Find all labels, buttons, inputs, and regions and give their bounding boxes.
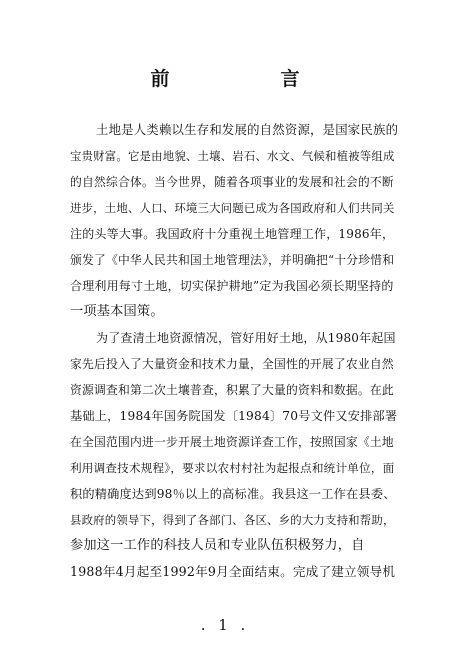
text-line: 进步，土地、人口、环境三大问题已成为各国政府和人们共同关 xyxy=(70,201,395,215)
text-line: 为了查清土地资源情况，管好用好土地，从1980年起国 xyxy=(96,331,396,345)
page-number: . 1 . xyxy=(200,616,250,634)
text-line: 土地是人类赖以生存和发展的自然资源，是国家民族的 xyxy=(96,122,398,137)
text-line: 宝贵财富。它是由地貌、土壤、岩石、水文、气候和植被等组成 xyxy=(70,149,395,163)
text-line: 在全国范围内进一步开展土地资源详查工作，按照国家《土地 xyxy=(70,435,394,449)
text-line: 合理利用每寸土地，切实保护耕地”定为我国必须长期坚持的 xyxy=(70,279,394,293)
text-line: 家先后投入了大量资金和技术力量，全国性的开展了农业自然 xyxy=(70,357,394,371)
paragraph-2 xyxy=(70,325,398,585)
text-line: 县政府的领导下，得到了各部门、各区、乡的大力支持和帮助， xyxy=(70,513,395,527)
text-line: 一项基本国策。 xyxy=(70,304,164,319)
text-line: 1988年4月起至1992年9月全面结束。完成了建立领导机 xyxy=(70,564,396,579)
text-line: 利用调查技术规程》，要求以农村村社为起报点和统计单位，面 xyxy=(70,461,395,475)
text-line: 积的精确度达到98％以上的高标准。我县这一工作在县委、 xyxy=(70,487,396,501)
paragraph-1 xyxy=(70,117,398,325)
text-line: 注的头等大事。我国政府十分重视土地管理工作，1986年， xyxy=(70,227,395,241)
text-line: 的自然综合体。当今世界，随着各项事业的发展和社会的不断 xyxy=(70,175,394,189)
text-line: 基础上，1984年国务院国发〔1984〕70号文件又安排部署 xyxy=(70,409,398,423)
text-line: 颁发了《中华人民共和国土地管理法》，并明确把“十分珍惜和 xyxy=(70,253,395,267)
text-line: 资源调查和第二次土壤普查，积累了大量的资料和数据。在此 xyxy=(70,383,394,397)
text-line: 参加这一工作的科技人员和专业队伍积极努力，自 xyxy=(70,538,365,553)
page-title: 前 言 xyxy=(150,68,346,90)
body-text xyxy=(70,117,398,585)
